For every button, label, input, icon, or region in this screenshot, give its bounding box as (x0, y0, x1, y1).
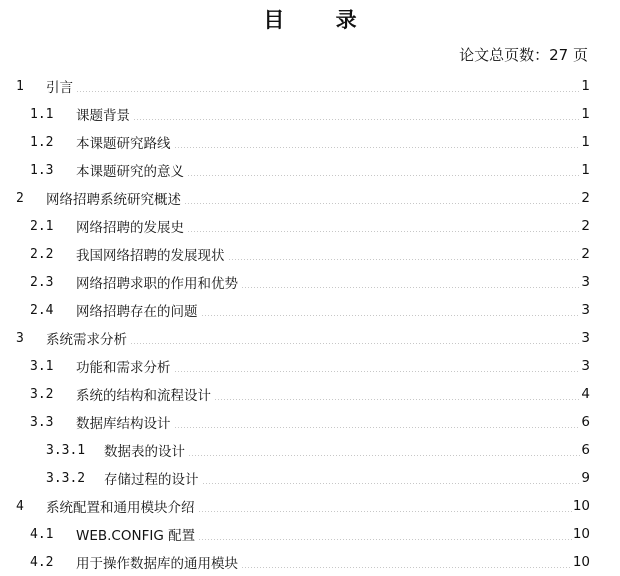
dot-leader (174, 147, 581, 148)
toc-entry-line (46, 492, 590, 520)
toc-entry-line (76, 212, 590, 240)
toc-entry[interactable] (0, 156, 620, 184)
dot-leader (241, 567, 572, 568)
dot-leader (214, 399, 580, 400)
toc-entry[interactable] (0, 296, 620, 324)
dot-leader (198, 539, 572, 540)
toc-entry-title: 引言 (46, 80, 73, 96)
toc-entry-page: 1 (581, 78, 590, 94)
toc-entry[interactable] (0, 184, 620, 212)
toc-entry-page: 3 (581, 302, 590, 318)
toc-entry-page: 1 (581, 106, 590, 122)
toc-entry-title: 存储过程的设计 (104, 472, 199, 488)
dot-leader (241, 287, 580, 288)
toc-entry-number: 2.1 (30, 218, 54, 234)
toc-entry-title: WEB.CONFIG 配置 (76, 528, 196, 544)
toc-entry[interactable] (0, 492, 620, 520)
toc-entry-number: 3.1 (30, 358, 54, 374)
toc-entry-page: 2 (581, 218, 590, 234)
toc-entry-number: 4.1 (30, 526, 54, 542)
toc-entry[interactable] (0, 212, 620, 240)
dot-leader (130, 343, 580, 344)
toc-entry[interactable] (0, 72, 620, 100)
toc-entry-line (46, 184, 590, 212)
toc-entry-line (76, 240, 590, 268)
toc-entry-line (76, 268, 590, 296)
toc-entry-page: 1 (581, 134, 590, 150)
toc-entry-line (76, 156, 590, 184)
dot-leader (187, 231, 580, 232)
toc-entry-page: 1 (581, 162, 590, 178)
toc-entry-title: 本课题研究的意义 (76, 164, 184, 180)
toc-entry-title: 数据表的设计 (104, 444, 185, 460)
dot-leader (133, 119, 580, 120)
toc-entry-number: 3 (16, 330, 24, 346)
dot-leader (76, 91, 580, 92)
toc-entry-page: 3 (581, 330, 590, 346)
toc-entry-title: 网络招聘求职的作用和优势 (76, 276, 238, 292)
toc-entry-title: 系统的结构和流程设计 (76, 388, 211, 404)
toc-entry-number: 2.4 (30, 302, 54, 318)
dot-leader (187, 175, 580, 176)
dot-leader (184, 203, 580, 204)
toc-entry-title: 功能和需求分析 (76, 360, 171, 376)
toc-entry-line (76, 520, 590, 548)
toc-entry-line (76, 100, 590, 128)
toc-entry-line (76, 128, 590, 156)
dot-leader (174, 371, 581, 372)
toc-entry-number: 2 (16, 190, 24, 206)
toc-entry-line (76, 408, 590, 436)
toc-entry-number: 4 (16, 498, 24, 514)
dot-leader (201, 315, 581, 316)
toc-entry-page: 3 (581, 358, 590, 374)
toc-entry[interactable] (0, 128, 620, 156)
toc-entry-line (46, 324, 590, 352)
toc-entry-number: 1.2 (30, 134, 54, 150)
toc-entry-line (104, 436, 590, 464)
table-of-contents (0, 72, 620, 576)
toc-entry-title: 我国网络招聘的发展现状 (76, 248, 225, 264)
toc-entry-number: 3.3 (30, 414, 54, 430)
toc-entry-page: 10 (572, 498, 590, 514)
toc-entry[interactable] (0, 548, 620, 576)
toc-entry-line (104, 464, 590, 492)
toc-entry-number: 1.3 (30, 162, 54, 178)
toc-entry-page: 10 (572, 554, 590, 570)
toc-entry-page: 6 (581, 442, 590, 458)
toc-entry-line (76, 296, 590, 324)
total-pages-label: 论文总页数：27 页 (459, 46, 588, 64)
toc-entry-page: 2 (581, 246, 590, 262)
toc-entry-line (76, 548, 590, 576)
toc-entry[interactable] (0, 436, 620, 464)
toc-entry-number: 1 (16, 78, 24, 94)
toc-entry-number: 1.1 (30, 106, 54, 122)
toc-entry-title: 网络招聘的发展史 (76, 220, 184, 236)
toc-entry-number: 3.3.2 (46, 470, 86, 486)
toc-entry[interactable] (0, 520, 620, 548)
toc-entry-line (46, 72, 590, 100)
toc-entry[interactable] (0, 100, 620, 128)
toc-entry-number: 3.2 (30, 386, 54, 402)
toc-entry-line (76, 352, 590, 380)
toc-entry-number: 4.2 (30, 554, 54, 570)
toc-entry-page: 10 (572, 526, 590, 542)
toc-entry[interactable] (0, 380, 620, 408)
toc-entry[interactable] (0, 268, 620, 296)
dot-leader (202, 483, 581, 484)
toc-title: 目 录 (263, 7, 379, 32)
dot-leader (228, 259, 581, 260)
toc-entry-number: 2.2 (30, 246, 54, 262)
dot-leader (174, 427, 581, 428)
toc-entry-page: 2 (581, 190, 590, 206)
toc-entry-page: 3 (581, 274, 590, 290)
toc-entry-title: 网络招聘系统研究概述 (46, 192, 181, 208)
toc-entry[interactable] (0, 408, 620, 436)
toc-entry-page: 4 (581, 386, 590, 402)
toc-entry-title: 网络招聘存在的问题 (76, 304, 198, 320)
toc-entry[interactable] (0, 352, 620, 380)
toc-entry-line (76, 380, 590, 408)
toc-entry[interactable] (0, 464, 620, 492)
toc-entry-number: 3.3.1 (46, 442, 86, 458)
dot-leader (188, 455, 580, 456)
toc-entry-title: 数据库结构设计 (76, 416, 171, 432)
toc-entry-title: 本课题研究路线 (76, 136, 171, 152)
toc-entry-page: 9 (581, 470, 590, 486)
toc-entry-number: 2.3 (30, 274, 54, 290)
toc-entry-page: 6 (581, 414, 590, 430)
toc-entry-title: 用于操作数据库的通用模块 (76, 556, 238, 572)
dot-leader (198, 511, 572, 512)
toc-entry-title: 课题背景 (76, 108, 130, 124)
toc-entry[interactable] (0, 324, 620, 352)
toc-entry[interactable] (0, 240, 620, 268)
toc-entry-title: 系统需求分析 (46, 332, 127, 348)
toc-entry-title: 系统配置和通用模块介绍 (46, 500, 195, 516)
